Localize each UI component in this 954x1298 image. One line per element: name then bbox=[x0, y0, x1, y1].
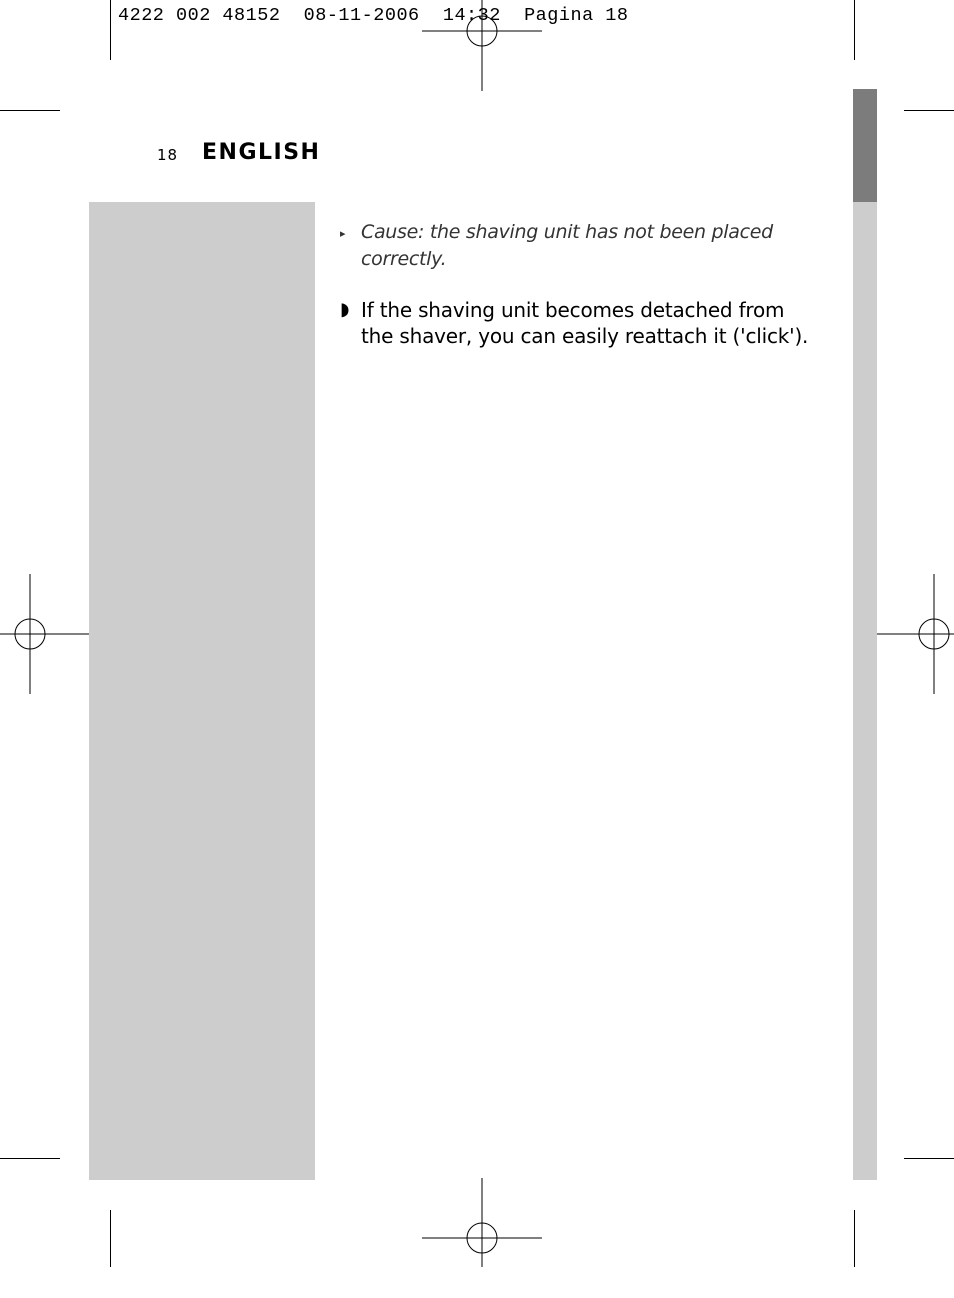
step-item bbox=[340, 297, 820, 349]
main-content bbox=[340, 219, 820, 349]
registration-mark-top-icon bbox=[422, 0, 542, 91]
registration-mark-right-icon bbox=[874, 574, 954, 694]
crop-mark-bottom-left bbox=[110, 1210, 111, 1267]
crop-mark-left-bottom bbox=[0, 1158, 60, 1159]
cause-text: Cause: the shaving unit has not been placed correctly. bbox=[361, 221, 773, 270]
half-circle-bullet-icon: ◗ bbox=[340, 299, 350, 320]
registration-mark-bottom-icon bbox=[422, 1178, 542, 1298]
side-thumb-strip bbox=[853, 89, 877, 1180]
crop-mark-right-top bbox=[904, 110, 954, 111]
triangle-bullet-icon: ▸ bbox=[340, 227, 346, 240]
left-image-panel bbox=[89, 202, 315, 1180]
side-thumb-tab bbox=[853, 89, 877, 202]
crop-mark-top-right bbox=[854, 0, 855, 60]
step-text: If the shaving unit becomes detached from the shaver, you can easily reattach it ('click'). bbox=[361, 298, 809, 348]
crop-mark-right-bottom bbox=[904, 1158, 954, 1159]
page-number: 18 bbox=[157, 146, 179, 164]
print-slug: 4222 002 48152 08-11-2006 14:32 Pagina 18 bbox=[118, 5, 629, 26]
section-title: ENGLISH bbox=[202, 140, 321, 165]
crop-mark-bottom-right bbox=[854, 1210, 855, 1267]
crop-mark-top-left bbox=[110, 0, 111, 60]
crop-mark-left-top bbox=[0, 110, 60, 111]
registration-mark-left-icon bbox=[0, 574, 90, 694]
cause-item bbox=[340, 219, 820, 273]
